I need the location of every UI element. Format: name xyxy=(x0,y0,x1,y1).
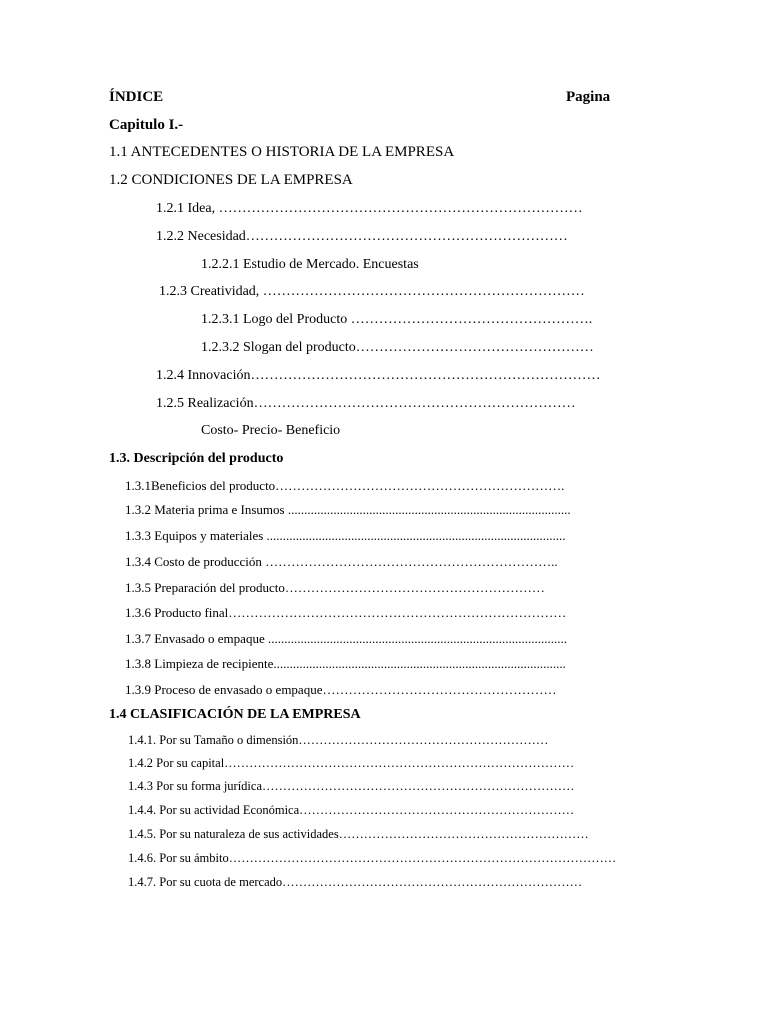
toc-entry-1-3-5: 1.3.5 Preparación del producto…………………………………………………… xyxy=(125,580,545,595)
toc-entry-1-4-3: 1.4.3 Por su forma jurídica………………………………………………………………… xyxy=(128,779,575,793)
chapter-title: Capitulo I.- xyxy=(109,117,184,133)
toc-entry-1-2-1: 1.2.1 Idea, …………………………………………………………………… xyxy=(156,201,583,216)
page-column-label: Pagina xyxy=(566,89,611,105)
toc-entry-1-4-5: 1.4.5. Por su naturaleza de sus actividades…………………………………………………… xyxy=(128,827,589,841)
toc-entry-1-2-3-2: 1.2.3.2 Slogan del producto…………………………………………… xyxy=(201,340,594,355)
toc-entry-1-2-5-note: Costo- Precio- Beneficio xyxy=(201,423,341,438)
toc-entry-1-3-7: 1.3.7 Envasado o empaque ............................................................................................ xyxy=(125,631,567,646)
toc-entry-1-4-6: 1.4.6. Por su ámbito………………………………………………………………………………… xyxy=(128,851,617,865)
toc-entry-1-4: 1.4 CLASIFICACIÓN DE LA EMPRESA xyxy=(109,707,361,722)
toc-entry-1-3-8: 1.3.8 Limpieza de recipiente.......................................................................................... xyxy=(125,656,566,671)
toc-entry-1-2-2-1: 1.2.2.1 Estudio de Mercado. Encuestas xyxy=(201,257,419,272)
toc-entry-1-4-1: 1.4.1. Por su Tamaño o dimensión…………………………………………………… xyxy=(128,733,549,747)
toc-entry-1-4-2: 1.4.2 Por su capital………………………………………………………………………… xyxy=(128,756,575,770)
toc-entry-1-4-4: 1.4.4. Por su actividad Económica………………………………………………………… xyxy=(128,803,575,817)
toc-entry-1-2-5: 1.2.5 Realización…………………………………………………………… xyxy=(156,396,576,411)
toc-entry-1-2: 1.2 CONDICIONES DE LA EMPRESA xyxy=(109,172,353,188)
toc-entry-1-3-4: 1.3.4 Costo de producción ………………………………………………………….. xyxy=(125,554,558,569)
toc-entry-1-2-4: 1.2.4 Innovación………………………………………………………………… xyxy=(156,368,601,383)
toc-entry-1-2-2: 1.2.2 Necesidad…………………………………………………………… xyxy=(156,229,568,244)
toc-entry-1-1: 1.1 ANTECEDENTES O HISTORIA DE LA EMPRESA xyxy=(109,144,455,160)
toc-entry-1-3-1: 1.3.1Beneficios del producto…………………………………………………………. xyxy=(125,478,565,493)
toc-entry-1-4-7: 1.4.7. Por su cuota de mercado……………………………………………………………… xyxy=(128,875,583,889)
toc-entry-1-3-9: 1.3.9 Proceso de envasado o empaque……………………………………………… xyxy=(125,682,557,697)
toc-entry-1-2-3-1: 1.2.3.1 Logo del Producto ……………………………………………. xyxy=(201,312,593,327)
toc-entry-1-3: 1.3. Descripción del producto xyxy=(109,451,284,466)
toc-entry-1-3-3: 1.3.3 Equipos y materiales ............................................................................................ xyxy=(125,528,566,543)
toc-entry-1-3-6: 1.3.6 Producto final…………………………………………………………………… xyxy=(125,605,567,620)
toc-entry-1-3-2: 1.3.2 Materia prima e Insumos ....................................................................................... xyxy=(125,502,571,517)
index-title: ÍNDICE xyxy=(109,89,164,105)
toc-entry-1-2-3: 1.2.3 Creatividad, …………………………………………………………… xyxy=(159,284,585,299)
